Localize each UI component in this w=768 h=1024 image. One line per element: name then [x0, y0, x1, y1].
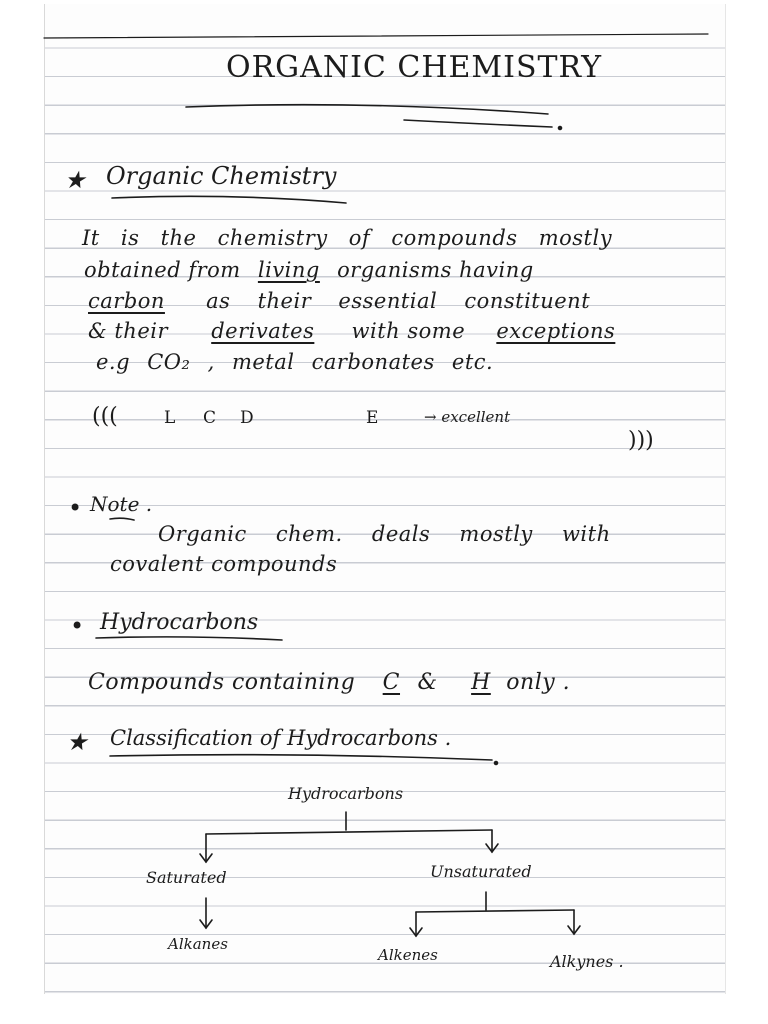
title-underline-2 [404, 120, 552, 127]
mnemonic-letter-e: E [366, 408, 379, 428]
tree-node-saturated: Saturated [146, 868, 227, 887]
definition-line-4-part-a: & their [88, 319, 169, 343]
bullet-dot-note: • [68, 494, 83, 522]
definition-line-3-part-b: as their essential constituent [206, 289, 591, 313]
bullet-dot-hydrocarbons: • [70, 612, 85, 640]
tree-node-hydrocarbons: Hydrocarbons [288, 784, 404, 803]
tree-node-alkenes: Alkenes [378, 946, 438, 964]
tree-branch-top [206, 830, 492, 834]
ampersand: & [417, 670, 438, 695]
classification-dot [495, 762, 498, 765]
underlined-word-living: living [257, 258, 320, 282]
hydrocarbons-definition-end: only . [506, 670, 571, 695]
mnemonic-letter-c: C [203, 408, 217, 428]
hydrocarbons-heading: Hydrocarbons [100, 610, 259, 635]
classification-underline [110, 755, 492, 760]
mnemonic-excellent: → excellent [424, 408, 511, 426]
underlined-word-carbon: carbon [88, 289, 165, 313]
organic-chemistry-underline [112, 196, 346, 203]
hydrocarbons-definition-part-a: Compounds containing [88, 670, 356, 695]
top-margin-rule [44, 34, 708, 38]
element-c: C [382, 670, 401, 695]
mnemonic-close-brackets: ))) [628, 428, 654, 453]
element-h: H [471, 670, 491, 695]
tree-node-alkynes: Alkynes . [550, 952, 624, 971]
bullet-star-1: ★ [64, 166, 86, 194]
underlined-word-derivates: derivates [211, 319, 315, 343]
mnemonic-letter-l: L [164, 408, 176, 428]
bullet-star-2: ★ [66, 728, 88, 756]
note-line-2: covalent compounds [110, 552, 338, 576]
definition-line-1: It is the chemistry of compounds mostly [82, 226, 613, 250]
note-underline [110, 518, 134, 520]
mnemonic-letter-d: D [240, 408, 254, 428]
title-period-dot [559, 127, 562, 130]
classification-heading: Classification of Hydrocarbons . [110, 726, 452, 750]
tree-node-alkanes: Alkanes [168, 935, 228, 953]
mnemonic-open-brackets: ((( [92, 404, 118, 429]
tree-branch-unsaturated [416, 910, 574, 912]
definition-line-4-part-c: with some [351, 319, 466, 343]
page-title: ORGANIC CHEMISTRY [226, 50, 603, 85]
section-heading-organic-chemistry: Organic Chemistry [106, 162, 337, 190]
underlined-word-exceptions: exceptions [496, 319, 616, 343]
definition-line-2-part-c: organisms having [337, 258, 534, 282]
tree-node-unsaturated: Unsaturated [430, 862, 532, 881]
note-heading: Note . [90, 492, 153, 516]
definition-line-2-part-a: obtained from [84, 258, 241, 282]
note-line-1: Organic chem. deals mostly with [158, 522, 611, 546]
definition-line-5: e.g CO₂ , metal carbonates etc. [96, 350, 494, 374]
title-underline-1 [186, 105, 548, 114]
hydrocarbons-underline [96, 637, 282, 640]
